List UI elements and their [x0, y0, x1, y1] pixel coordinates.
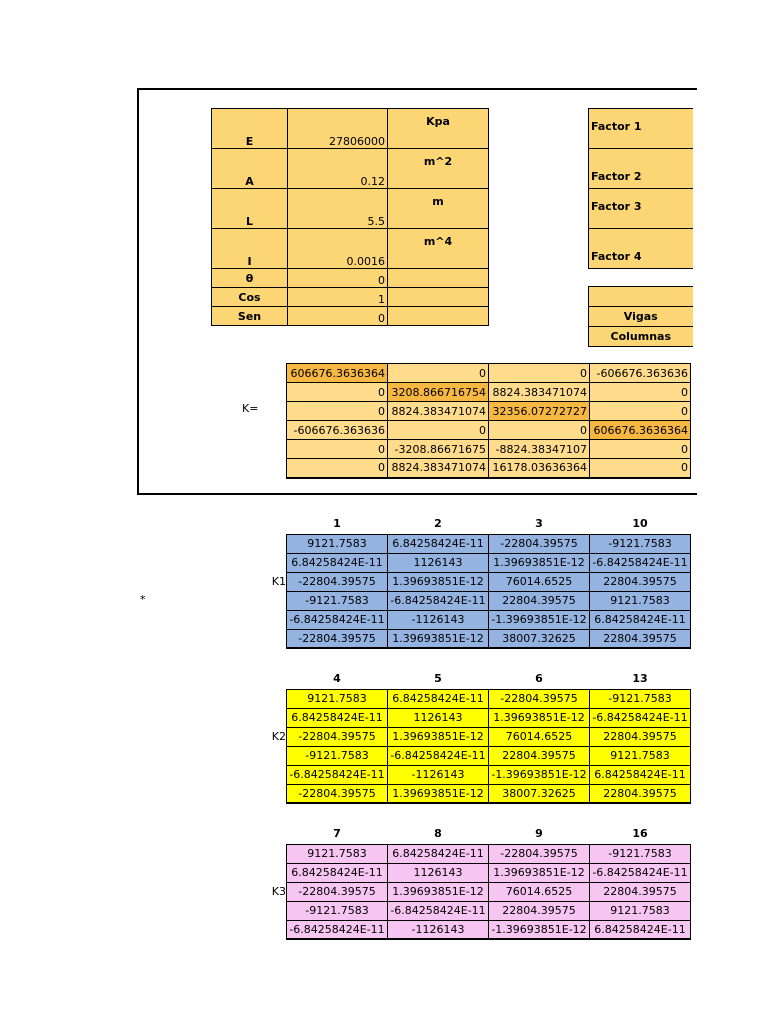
k1-matrix-table	[286, 514, 691, 649]
k3-cell[interactable]: -22804.39575	[287, 882, 388, 901]
k3-cell[interactable]: 9121.7583	[287, 844, 388, 863]
factor-1-cell[interactable]: Factor 1	[589, 109, 693, 149]
k2-row	[287, 689, 691, 708]
k3-cell[interactable]: -22804.39575	[489, 844, 590, 863]
k1-cell[interactable]: 9121.7583	[287, 534, 388, 553]
k1-row	[287, 534, 691, 553]
k-cell[interactable]: 0	[590, 402, 691, 421]
k1-cell[interactable]: 38007.32625	[489, 629, 590, 648]
k3-row	[287, 863, 691, 882]
k1-cell[interactable]: 9121.7583	[590, 591, 691, 610]
prop-unit-cos[interactable]	[388, 288, 489, 307]
k3-label: K3	[271, 885, 286, 898]
k3-cell[interactable]: -6.84258424E-11	[388, 901, 489, 920]
k-cell[interactable]: 0	[489, 364, 590, 383]
k1-cell[interactable]: 1.39693851E-12	[388, 572, 489, 591]
k2-cell[interactable]: 1.39693851E-12	[388, 727, 489, 746]
k3-matrix-table	[286, 824, 691, 940]
k1-header-row	[287, 514, 691, 534]
k-cell[interactable]: -606676.363636	[287, 421, 388, 440]
prop-label-sen[interactable]: Sen	[212, 307, 288, 326]
k-matrix-label: K=	[242, 402, 259, 415]
k3-row	[287, 901, 691, 920]
k3-row	[287, 920, 691, 939]
prop-row-i	[212, 229, 489, 269]
k2-cell[interactable]: 6.84258424E-11	[388, 689, 489, 708]
prop-row-e	[212, 109, 489, 149]
k-cell[interactable]: 8824.383471074	[489, 383, 590, 402]
prop-unit-a[interactable]: m^2	[388, 149, 489, 189]
k-cell[interactable]: 3208.866716754	[388, 383, 489, 402]
k2-cell[interactable]: 6.84258424E-11	[287, 708, 388, 727]
prop-value-l[interactable]: 5.5	[288, 189, 388, 229]
prop-label-theta[interactable]: θ	[212, 269, 288, 288]
k-matrix-table	[286, 363, 691, 479]
prop-label-e[interactable]: E	[212, 109, 288, 149]
vigas-columnas-table	[588, 286, 693, 347]
prop-row-cos	[212, 288, 489, 307]
vigas-cell[interactable]: Vigas	[589, 307, 693, 327]
k2-label: K2	[271, 730, 286, 743]
k2-cell[interactable]: 22804.39575	[590, 727, 691, 746]
k3-cell[interactable]: -6.84258424E-11	[590, 863, 691, 882]
prop-row-theta	[212, 269, 489, 288]
prop-label-l[interactable]: L	[212, 189, 288, 229]
k2-cell[interactable]: 6.84258424E-11	[590, 765, 691, 784]
prop-value-a[interactable]: 0.12	[288, 149, 388, 189]
k2-row	[287, 746, 691, 765]
k1-header[interactable]: 2	[434, 517, 442, 531]
k2-cell[interactable]: -22804.39575	[287, 727, 388, 746]
k3-cell[interactable]: 1.39693851E-12	[388, 882, 489, 901]
k2-cell[interactable]: -6.84258424E-11	[287, 765, 388, 784]
k3-cell[interactable]: 22804.39575	[590, 882, 691, 901]
prop-unit-sen[interactable]	[388, 307, 489, 326]
k-row	[287, 364, 691, 383]
k2-header[interactable]: 4	[333, 672, 341, 686]
prop-value-i[interactable]: 0.0016	[288, 229, 388, 269]
k1-cell[interactable]: 22804.39575	[489, 591, 590, 610]
k2-cell[interactable]: -6.84258424E-11	[388, 746, 489, 765]
k1-cell[interactable]: 76014.6525	[489, 572, 590, 591]
k1-cell[interactable]: -6.84258424E-11	[388, 591, 489, 610]
k2-cell[interactable]: 76014.6525	[489, 727, 590, 746]
k-cell[interactable]: 0	[287, 440, 388, 459]
k2-cell[interactable]: 1.39693851E-12	[388, 784, 489, 803]
factor-3-cell[interactable]: Factor 3	[589, 189, 693, 229]
prop-label-cos[interactable]: Cos	[212, 288, 288, 307]
factors-table	[588, 108, 693, 269]
prop-unit-e[interactable]: Kpa	[388, 109, 489, 149]
k-cell[interactable]: -3208.86671675	[388, 440, 489, 459]
prop-label-a[interactable]: A	[212, 149, 288, 189]
k3-header[interactable]: 16	[632, 827, 648, 841]
prop-unit-theta[interactable]	[388, 269, 489, 288]
k2-header[interactable]: 6	[535, 672, 543, 686]
k-cell[interactable]: 16178.03636364	[489, 459, 590, 478]
k-cell[interactable]: 0	[287, 402, 388, 421]
k3-cell[interactable]: -1.39693851E-12	[489, 920, 590, 939]
k1-cell[interactable]: -22804.39575	[287, 629, 388, 648]
properties-table	[211, 108, 489, 326]
k-row	[287, 421, 691, 440]
k-row	[287, 440, 691, 459]
k-cell[interactable]: 8824.383471074	[388, 402, 489, 421]
factor-4-cell[interactable]: Factor 4	[589, 229, 693, 269]
k-cell[interactable]: 0	[590, 383, 691, 402]
k-cell[interactable]: 606676.3636364	[287, 364, 388, 383]
k-cell[interactable]: 0	[590, 459, 691, 478]
asterisk-mark: *	[140, 593, 146, 606]
prop-row-l	[212, 189, 489, 229]
k1-cell[interactable]: -1126143	[388, 610, 489, 629]
k2-cell[interactable]: -1.39693851E-12	[489, 765, 590, 784]
k1-cell[interactable]: 22804.39575	[590, 572, 691, 591]
prop-label-i[interactable]: I	[212, 229, 288, 269]
k-row	[287, 459, 691, 478]
k1-cell[interactable]: 6.84258424E-11	[388, 534, 489, 553]
k2-cell[interactable]: 1.39693851E-12	[489, 708, 590, 727]
k1-cell[interactable]: -1.39693851E-12	[489, 610, 590, 629]
k-cell[interactable]: -8824.38347107	[489, 440, 590, 459]
k3-cell[interactable]: 1126143	[388, 863, 489, 882]
k-cell[interactable]: 0	[388, 421, 489, 440]
k-cell[interactable]: 32356.07272727	[489, 402, 590, 421]
k2-header[interactable]: 5	[434, 672, 442, 686]
k1-cell[interactable]: 1.39693851E-12	[388, 629, 489, 648]
prop-unit-l[interactable]: m	[388, 189, 489, 229]
prop-value-sen[interactable]: 0	[288, 307, 388, 326]
k1-cell[interactable]: -22804.39575	[287, 572, 388, 591]
vc-header-cell[interactable]	[589, 287, 693, 307]
k3-row	[287, 882, 691, 901]
k2-cell[interactable]: 9121.7583	[287, 689, 388, 708]
k2-cell[interactable]: 1126143	[388, 708, 489, 727]
prop-value-theta[interactable]: 0	[288, 269, 388, 288]
k3-header[interactable]: 9	[535, 827, 543, 841]
k1-cell[interactable]: -22804.39575	[489, 534, 590, 553]
k3-cell[interactable]: 6.84258424E-11	[590, 920, 691, 939]
prop-row-a	[212, 149, 489, 189]
k2-cell[interactable]: 38007.32625	[489, 784, 590, 803]
k1-cell[interactable]: 6.84258424E-11	[287, 553, 388, 572]
k1-cell[interactable]: 1126143	[388, 553, 489, 572]
k3-cell[interactable]: 22804.39575	[489, 901, 590, 920]
k2-cell[interactable]: -9121.7583	[287, 746, 388, 765]
k3-cell[interactable]: 1.39693851E-12	[489, 863, 590, 882]
k1-cell[interactable]: 22804.39575	[590, 629, 691, 648]
k1-header[interactable]: 1	[333, 517, 341, 531]
k3-cell[interactable]: -6.84258424E-11	[287, 920, 388, 939]
prop-value-cos[interactable]: 1	[288, 288, 388, 307]
k2-matrix-table	[286, 669, 691, 804]
k1-row	[287, 572, 691, 591]
k3-cell[interactable]: 9121.7583	[590, 901, 691, 920]
k1-cell[interactable]: 1.39693851E-12	[489, 553, 590, 572]
k1-cell[interactable]: -9121.7583	[590, 534, 691, 553]
k-cell[interactable]: 606676.3636364	[590, 421, 691, 440]
k1-cell[interactable]: -6.84258424E-11	[287, 610, 388, 629]
k1-row	[287, 610, 691, 629]
k2-cell[interactable]: 22804.39575	[590, 784, 691, 803]
k1-row	[287, 591, 691, 610]
k2-row	[287, 765, 691, 784]
k2-row	[287, 727, 691, 746]
k1-row	[287, 629, 691, 648]
k-cell[interactable]: 0	[489, 421, 590, 440]
k1-header[interactable]: 3	[535, 517, 543, 531]
k3-cell[interactable]: -1126143	[388, 920, 489, 939]
k-cell[interactable]: 0	[590, 440, 691, 459]
factor-2-cell[interactable]: Factor 2	[589, 149, 693, 189]
k2-row	[287, 784, 691, 803]
k-cell[interactable]: -606676.363636	[590, 364, 691, 383]
k2-header-row	[287, 669, 691, 689]
k-row	[287, 383, 691, 402]
k3-cell[interactable]: -9121.7583	[287, 901, 388, 920]
k2-row	[287, 708, 691, 727]
k1-header[interactable]: 10	[632, 517, 648, 531]
k2-cell[interactable]: 9121.7583	[590, 746, 691, 765]
k3-cell[interactable]: 76014.6525	[489, 882, 590, 901]
prop-unit-i[interactable]: m^4	[388, 229, 489, 269]
k1-row	[287, 553, 691, 572]
k2-cell[interactable]: -22804.39575	[489, 689, 590, 708]
k2-cell[interactable]: -22804.39575	[287, 784, 388, 803]
k2-cell[interactable]: -1126143	[388, 765, 489, 784]
k-cell[interactable]: 8824.383471074	[388, 459, 489, 478]
k-cell[interactable]: 0	[388, 364, 489, 383]
k-cell[interactable]: 0	[287, 459, 388, 478]
k3-header[interactable]: 8	[434, 827, 442, 841]
k1-cell[interactable]: -6.84258424E-11	[590, 553, 691, 572]
k2-cell[interactable]: -6.84258424E-11	[590, 708, 691, 727]
k-cell[interactable]: 0	[287, 383, 388, 402]
k3-header-row	[287, 824, 691, 844]
k3-cell[interactable]: 6.84258424E-11	[287, 863, 388, 882]
k3-row	[287, 844, 691, 863]
k2-cell[interactable]: -9121.7583	[590, 689, 691, 708]
k1-cell[interactable]: 6.84258424E-11	[590, 610, 691, 629]
k3-cell[interactable]: 6.84258424E-11	[388, 844, 489, 863]
k3-header[interactable]: 7	[333, 827, 341, 841]
prop-value-e[interactable]: 27806000	[288, 109, 388, 149]
k1-label: K1	[271, 575, 286, 588]
columnas-cell[interactable]: Columnas	[589, 327, 693, 347]
k3-cell[interactable]: -9121.7583	[590, 844, 691, 863]
k1-cell[interactable]: -9121.7583	[287, 591, 388, 610]
k2-cell[interactable]: 22804.39575	[489, 746, 590, 765]
prop-row-sen	[212, 307, 489, 326]
k-row	[287, 402, 691, 421]
k2-header[interactable]: 13	[632, 672, 648, 686]
